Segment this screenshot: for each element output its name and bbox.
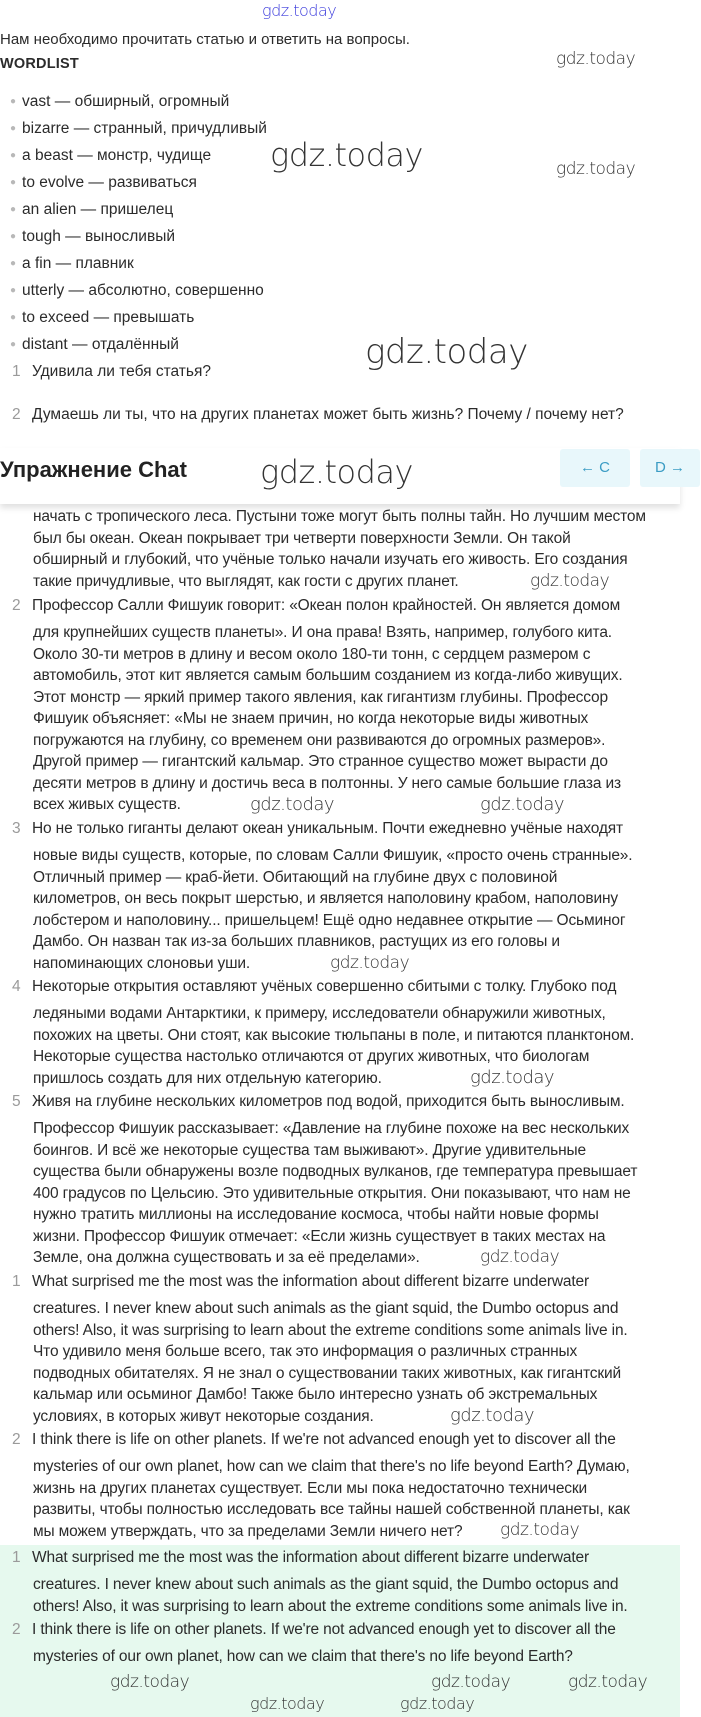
numbered-paragraph: [12, 818, 680, 974]
watermark: gdz.today: [450, 1405, 535, 1426]
word-text: a beast — монстр, чудище: [22, 147, 212, 164]
word-text: tough — выносливый: [22, 228, 175, 245]
paragraph-number: 3: [12, 820, 21, 837]
watermark: gdz.today: [365, 332, 528, 372]
text-line: кальмар или осьминог Дамбо! Также было интересно узнать об экстремальных: [33, 1386, 598, 1403]
word-item: [10, 280, 267, 307]
text-line: автомобиль, этот кит является самым большим созданием из когда-либо живущих.: [33, 667, 623, 684]
numbered-paragraph: [12, 1619, 680, 1668]
watermark: gdz.today: [480, 1247, 560, 1267]
word-text: a fin — плавник: [22, 255, 134, 272]
word-item: [10, 199, 267, 226]
watermark: gdz.today: [270, 136, 423, 174]
word-text: distant — отдалённый: [22, 336, 179, 353]
text-line: такие причудливые, что выглядят, как гости с других планет.: [33, 572, 459, 590]
text-line: Около 30-ти метров в длину и весом около 180-ти тонн, с сердцем размером с: [33, 645, 591, 663]
text-line: 400 градусов по Цельсию. Это удивительные открытия. Они показывают, что нам не: [33, 1184, 631, 1202]
question-number: 2: [12, 406, 21, 423]
text-line: Что удивило меня больше всего, так это информация о различных странных: [33, 1343, 578, 1360]
bullet-icon: ●: [10, 177, 17, 188]
watermark: gdz.today: [330, 953, 410, 973]
text-line: напоминающих слоновьи уши.: [33, 954, 251, 972]
text-line: километров, он весь покрыт шерстью, и является наполовину крабом, наполовину: [33, 890, 618, 907]
text-line: Профессор Фишуик рассказывает: «Давление на глубине похоже на вес нескольких: [33, 1120, 630, 1137]
text-line: Фишуик объясняет: «Мы не знаем причин, но когда некоторые виды животных: [33, 710, 589, 727]
watermark: gdz.today: [400, 1694, 475, 1713]
word-item: [10, 334, 267, 361]
text-line: жизни. Профессор Фишуик отмечает: «Если жизнь существует в таких местах на: [33, 1227, 606, 1245]
text-line: mysteries of our own planet, how can we claim that there's no life beyond Earth? Думаю,: [33, 1458, 630, 1475]
text-line: начать с тропического леса. Пустыни тоже могут быть полны тайн. Но лучшим местом: [33, 508, 646, 525]
text-line: десяти метров в длину и достичь веса в полтонны. У него самые большие глаза из: [33, 774, 621, 792]
text-line: погружаются на глубину, со временем они развиваются до огромных размеров».: [33, 731, 606, 749]
word-item: [10, 91, 267, 118]
wordlist: [10, 91, 267, 361]
text-line: others! Also, it was surprising to learn about the extreme conditions some animals live in.: [33, 1597, 628, 1615]
bullet-icon: ●: [10, 96, 17, 107]
watermark: gdz.today: [500, 1520, 580, 1540]
text-line: 2 I think there is life on other planets. If we're not advanced enough yet to discover all the: [12, 1429, 680, 1456]
text-line: Некоторые существа настолько отличаются от других животных, что биологам: [33, 1048, 590, 1065]
word-item: [10, 172, 267, 199]
word-text: vast — обширный, огромный: [22, 93, 230, 110]
text-line: 1 What surprised me the most was the information about different bizarre underwater: [12, 1547, 680, 1574]
text-line: 2 I think there is life on other planets. If we're not advanced enough yet to discover all the: [12, 1619, 680, 1646]
paragraph-number: 2: [12, 1621, 21, 1638]
word-item: [10, 118, 267, 145]
word-text: to exceed — превышать: [22, 309, 195, 326]
text-line: для крупнейших существ планеты». И она права! Взять, например, голубого кита.: [33, 624, 612, 641]
numbered-paragraph: [12, 1429, 680, 1542]
numbered-paragraph: [12, 1091, 680, 1269]
text-line: новые виды существ, которые, по словам Салли Фишуик, «просто очень странные».: [33, 847, 633, 864]
word-item: [10, 145, 267, 172]
text-line: жизнь на других планетах существует. Если мы пока недостаточно технически: [33, 1479, 588, 1497]
numbered-paragraph: [12, 595, 680, 816]
text-line: обширный и глубокий, что учёные только начали изучать его живость. Его создания: [33, 551, 628, 568]
text-line: пришлось создать для них отдельную категорию.: [33, 1069, 382, 1087]
bullet-icon: ●: [10, 339, 17, 350]
watermark: gdz.today: [480, 794, 565, 815]
bullet-icon: ●: [10, 258, 17, 269]
watermark: gdz.today: [556, 159, 636, 179]
text-line: всех живых существ.: [33, 796, 181, 813]
word-item: [10, 307, 267, 334]
text-line: 5 Живя на глубине нескольких километров под водой, приходится быть выносливым.: [12, 1091, 680, 1118]
text-line: creatures. I never knew about such animals as the giant squid, the Dumbo octopus and: [33, 1300, 619, 1317]
next-exercise-button[interactable]: D →: [640, 449, 700, 487]
numbered-paragraph: [12, 1271, 680, 1427]
text-line: others! Also, it was surprising to learn about the extreme conditions some animals live in.: [33, 1321, 628, 1339]
bullet-icon: ●: [10, 123, 17, 134]
question-1: [12, 363, 211, 381]
word-text: utterly — абсолютно, совершенно: [22, 282, 264, 299]
bullet-icon: ●: [10, 231, 17, 242]
text-line: существа были обнаружены возле подводных вулканов, где температура превышает: [33, 1163, 638, 1180]
watermark: gdz.today: [262, 1, 337, 20]
paragraph-number: 1: [12, 1273, 21, 1290]
text-line: Этот монстр — яркий пример такого явления, как гигантизм глубины. Профессор: [33, 688, 608, 706]
paragraph-number: 2: [12, 1431, 21, 1448]
text-line: 1 What surprised me the most was the information about different bizarre underwater: [12, 1271, 680, 1298]
word-item: [10, 226, 267, 253]
watermark: gdz.today: [431, 1672, 511, 1692]
numbered-paragraph: [12, 1547, 680, 1617]
bullet-icon: ●: [10, 285, 17, 296]
bullet-icon: ●: [10, 204, 17, 215]
exercise-title: Упражнение Chat: [0, 457, 187, 482]
text-line: ледяными водами Антарктики, к примеру, исследователи обнаружили животных,: [33, 1005, 606, 1022]
text-line: Дамбо. Он назван так из-за больших плавников, растущих из его головы и: [33, 933, 560, 950]
text-line: нужно тратить миллионы на исследование космоса, чтобы найти новые формы: [33, 1206, 599, 1223]
paragraph-number: 1: [12, 1549, 21, 1566]
text-line: Земле, она должна существовать и за её пределами».: [33, 1249, 420, 1266]
text-line: условиях, в которых живут некоторые создания.: [33, 1407, 374, 1425]
text-line: похожих на цветы. Они стоят, как высокие тюльпаны в поле, и питаются планктоном.: [33, 1026, 635, 1044]
paragraph-number: 4: [12, 978, 21, 995]
text-line: подводных обитателях. Я не знал о существовании таких животных, как гигантский: [33, 1364, 621, 1382]
text-line: 4 Некоторые открытия оставляют учёных совершенно сбитыми с толку. Глубоко под: [12, 976, 680, 1003]
text-line: развиты, чтобы полностью исследовать все тайны нашей собственной планеты, как: [33, 1501, 630, 1518]
watermark: gdz.today: [110, 1672, 190, 1692]
word-text: bizarre — странный, причудливый: [22, 120, 267, 137]
watermark: gdz.today: [260, 453, 413, 491]
text-line: лобстером и наполовину... пришельцем! Ещё одно недавнее открытие — Осьминог: [33, 911, 626, 929]
prev-exercise-button[interactable]: ← C: [560, 449, 630, 487]
paragraph-number: 5: [12, 1093, 21, 1110]
watermark: gdz.today: [250, 794, 335, 815]
text-line: 3 Но не только гиганты делают океан уникальным. Почти ежедневно учёные находят: [12, 818, 680, 845]
question-text: Думаешь ли ты, что на других планетах может быть жизнь? Почему / почему нет?: [32, 406, 624, 423]
watermark: gdz.today: [530, 571, 610, 591]
text-line: был бы океан. Океан покрывает три четверти поверхности Земли. Он такой: [33, 529, 571, 547]
watermark: gdz.today: [470, 1067, 555, 1088]
paragraph-number: 2: [12, 597, 21, 614]
bullet-icon: ●: [10, 312, 17, 323]
word-text: an alien — пришелец: [22, 201, 174, 218]
watermark: gdz.today: [250, 1694, 325, 1713]
text-line: mysteries of our own planet, how can we claim that there's no life beyond Earth?: [33, 1648, 573, 1665]
word-item: [10, 253, 267, 280]
text-line: боингов. И всё же некоторые существа там выживают». Другие удивительные: [33, 1141, 586, 1159]
intro-text: Нам необходимо прочитать статью и ответить на вопросы.: [0, 31, 410, 48]
text-line: creatures. I never knew about such animals as the giant squid, the Dumbo octopus and: [33, 1576, 619, 1593]
numbered-paragraph: [12, 976, 680, 1089]
bullet-icon: ●: [10, 150, 17, 161]
question-2: [12, 406, 624, 424]
text-line: Отличный пример — краб-йети. Обитающий на глубине двух с половиной: [33, 868, 558, 886]
watermark: gdz.today: [568, 1672, 648, 1692]
wordlist-title: WORDLIST: [0, 56, 79, 72]
text-line: 2 Профессор Салли Фишуик говорит: «Океан полон крайностей. Он является домом: [12, 595, 680, 622]
word-text: to evolve — развиваться: [22, 174, 197, 191]
question-number: 1: [12, 363, 21, 380]
text-line: Другой пример — гигантский кальмар. Это странное существо может вырасти до: [33, 753, 608, 770]
watermark: gdz.today: [556, 49, 636, 69]
text-line: мы можем утверждать, что за пределами Земли ничего нет?: [33, 1522, 463, 1540]
question-text: Удивила ли тебя статья?: [32, 363, 211, 380]
